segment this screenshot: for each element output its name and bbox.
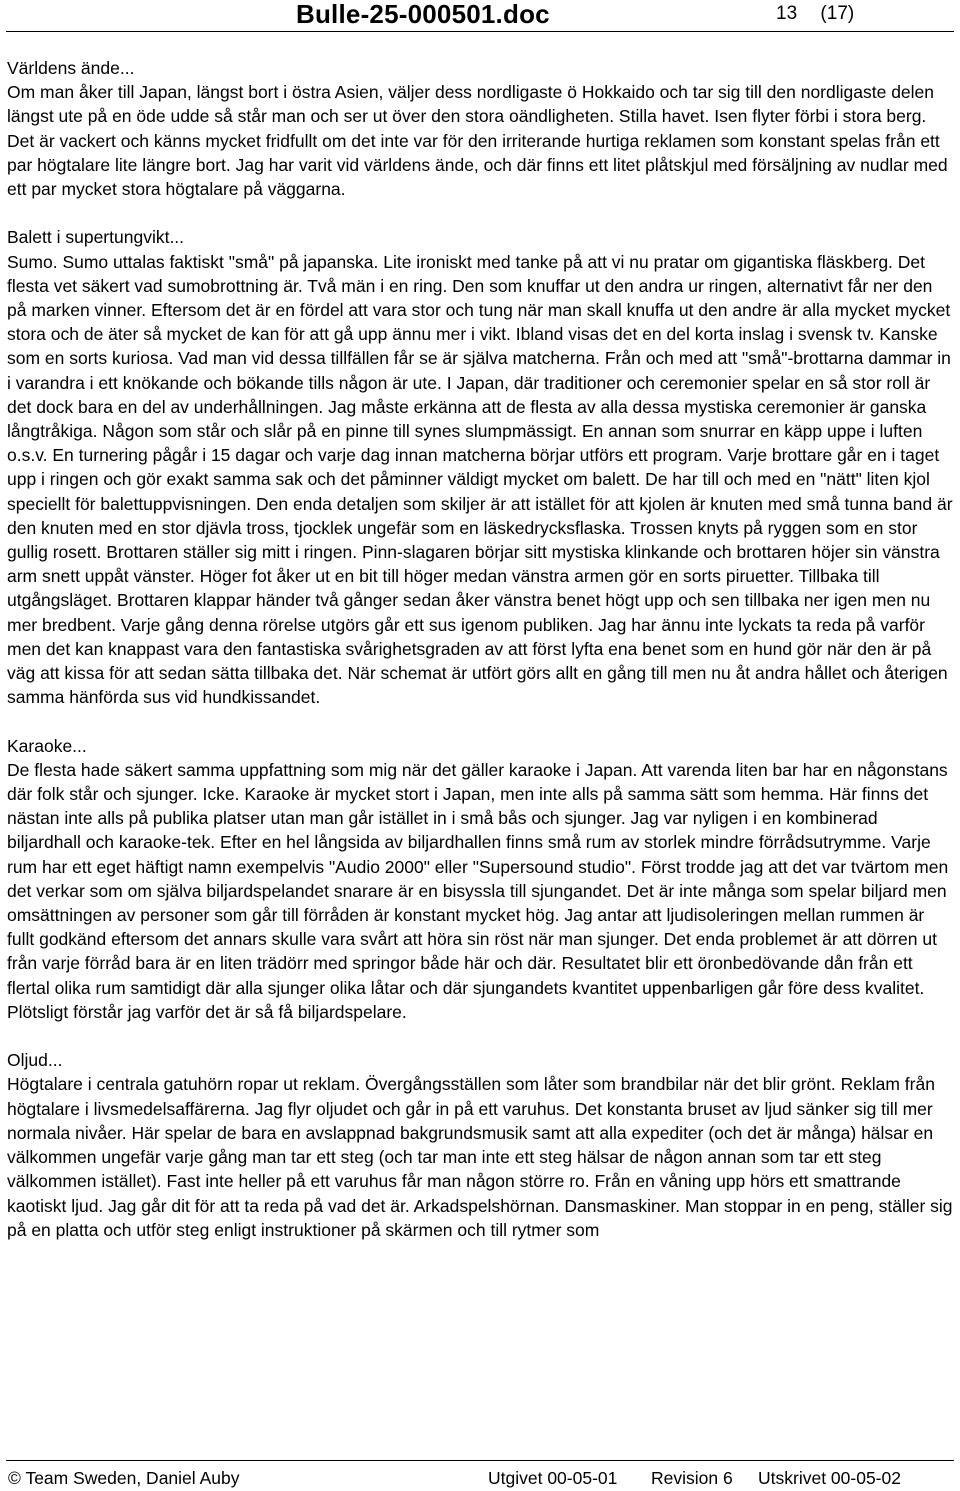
section-paragraph: De flesta hade säkert samma uppfattning som mig när det gäller karaoke i Japan. Att varenda liten bar har en någonstans där folk står och sjunger. Icke. Karaoke är mycket stort i Japan, men inte alls på samma sätt som hemma. Här finns det nästan inte alls på publika platser utan man går istället in i små bås och sjunger. Jag var nyligen i en kombinerad biljardhall och karaoke-tek. Efter en hel långsida av biljardhallen finns små rum av storlek mindre förrådsutrymme. Varje rum har ett eget häftigt namn exempelvis "Audio 2000" eller "Supersound studio". Först trodde jag att det var tvärtom men det verkar som om själva biljardspelandet snarare är en bisyssla till sjungandet. Det är inte många som spelar biljard men omsättningen av personer som går till förråden är konstant mycket hög. Jag antar att ljudisoleringen mellan rummen är fullt godkänd eftersom det annars skulle vara svårt att höra sin röst när man sjunger. Det enda problemet är att dörren ut från varje förråd bara är en liten trädörr med springor både här och där. Resultatet blir ett öronbedövande dån från ett flertal olika rum samtidigt där alla sjunger olika låtar och där sjungandets kvantitet uppenbarligen går före dess kvalitet. Plötsligt förstår jag varför det är så få biljardspelare.	[7, 759, 949, 1022]
footer-divider	[6, 1460, 954, 1461]
section-balett	[7, 225, 955, 709]
section-oljud	[7, 1048, 955, 1242]
section-karaoke	[7, 734, 955, 1024]
section-heading: Karaoke...	[7, 735, 87, 756]
section-heading: Världens ände...	[7, 58, 135, 78]
footer-copyright: © Team Sweden, Daniel Auby	[8, 1468, 240, 1488]
document-title: Bulle-25-000501.doc	[296, 0, 550, 29]
section-paragraph: Om man åker till Japan, längst bort i östra Asien, väljer dess nordligaste ö Hokkaido och tar sig till den nordligaste delen längst ute på en öde udde så står man och ser ut över den stora oändligheten. Stilla havet. Isen flyter förbi i stora berg. Det är vackert och känns mycket fridfullt om det inte var för den irriterande hurtiga reklamen som konstant spelas från ett par högtalare lite längre bort. Jag har varit vid världens ände, och där finns ett litet plåtskjul med försäljning av nudlar med ett par mycket stora högtalare på väggarna.	[7, 82, 948, 200]
page-indicator	[776, 3, 854, 25]
footer-printed-date: Utskrivet 00-05-02	[758, 1468, 901, 1488]
section-heading: Oljud...	[7, 1050, 63, 1071]
section-paragraph: Högtalare i centrala gatuhörn ropar ut reklam. Övergångsställen som låter som brandbilar när det blir grönt. Reklam från högtalare i livsmedelsaffärerna. Jag flyr oljudet och går in på ett varuhus. Det konstanta bruset av ljud sänker sig till mer normala nivåer. Här spelar de bara en avslappnad bakgrundsmusik samt att alla expediter (och det är många) hälsar en välkommen ungefär varje gång man tar ett steg (och tar man inte ett steg hälsar de någon annan som tar ett steg välkommen istället). Fast inte heller på ett varuhus får man någon större ro. Från en våning upp hörs ett smattrande kaotiskt ljud. Jag går dit för att ta reda på vad det är. Arkadspelshörnan. Dansmaskiner. Man stoppar in en peng, ställer sig på en platta och utför steg enligt instruktioner på skärmen och till rytmer som	[7, 1074, 953, 1240]
page-number: 13	[776, 3, 798, 24]
document-body	[7, 56, 955, 1266]
section-heading: Balett i supertungvikt...	[7, 227, 185, 248]
page-header	[0, 0, 960, 40]
page-total: (17)	[820, 3, 855, 24]
section-varldens-ande	[7, 56, 955, 201]
header-divider	[6, 31, 954, 32]
footer-revision: Revision 6	[651, 1468, 733, 1488]
section-paragraph: Sumo. Sumo uttalas faktiskt "små" på japanska. Lite ironiskt med tanke på att vi nu pratar om gigantiska fläskberg. Det flesta vet säkert vad sumobrottning är. Två män i en ring. Den som knuffar ut den andra ur ringen, alternativt får ner den på marken vinner. Eftersom det är en fördel att vara stor och tung när man skall knuffa ut den andre är alla mycket mycket stora och de äter så mycket de kan för att gå upp ännu mer i vikt. Ibland visas det en del korta inslag i svensk tv. Kanske som en sorts kuriosa. Vad man vid dessa tillfällen får se är själva matcherna. Från och med att "små"-brottarna dammar in i varandra i ett knökande och bökande tills någon är ute. I Japan, där traditioner och ceremonier spelar en så stor roll är det dock bara en del av underhållningen. Jag måste erkänna att de flesta av alla dessa mystiska ceremonier är ganska långtråkiga. Någon som står och slår på en pinne till synes slumpmässigt. En annan som snurrar en käpp uppe i luften o.s.v. En turnering pågår i 15 dagar och varje dag innan matcherna börjar utförs ett program. Varje brottare går en i taget upp i ringen och gör exakt samma sak och det påminner väldigt mycket om balett. De har till och med en "nätt" liten kjol speciellt för balettuppvisningen. Den enda detaljen som skiljer är att istället för att kjolen är knuten med små tunna band är den knuten med en stor djävla tross, tjocklek ungefär som en läskedrycksflaska. Trossen knyts på ryggen som en stor gullig rosett. Brottaren ställer sig mitt i ringen. Pinn-slagaren börjar sitt mystiska klinkande och brottaren höjer sin vänstra arm snett uppåt vänster. Höger fot åker ut en bit till höger medan vänstra armen gör en sorts piruetter. Tillbaka till utgångsläget. Brottaren klappar händer två gånger sedan åker vänstra benet högt upp och sen tillbaka ner igen men nu mer bredbent. Varje gång denna rörelse utgörs går ett sus igenom publiken. Jag har ännu inte lyckats ta reda på varför men det kan knappast vara den fantastiska svårighetsgraden av att först lyfta ena benet som en hund gör när den är på väg att kissa för att sedan sätta tillbaka det. När schemat är utfört görs allt en gång till men nu åt andra hållet och återigen samma hänförda sus vid hundkissandet.	[7, 251, 953, 708]
footer-published-date: Utgivet 00-05-01	[488, 1468, 618, 1488]
